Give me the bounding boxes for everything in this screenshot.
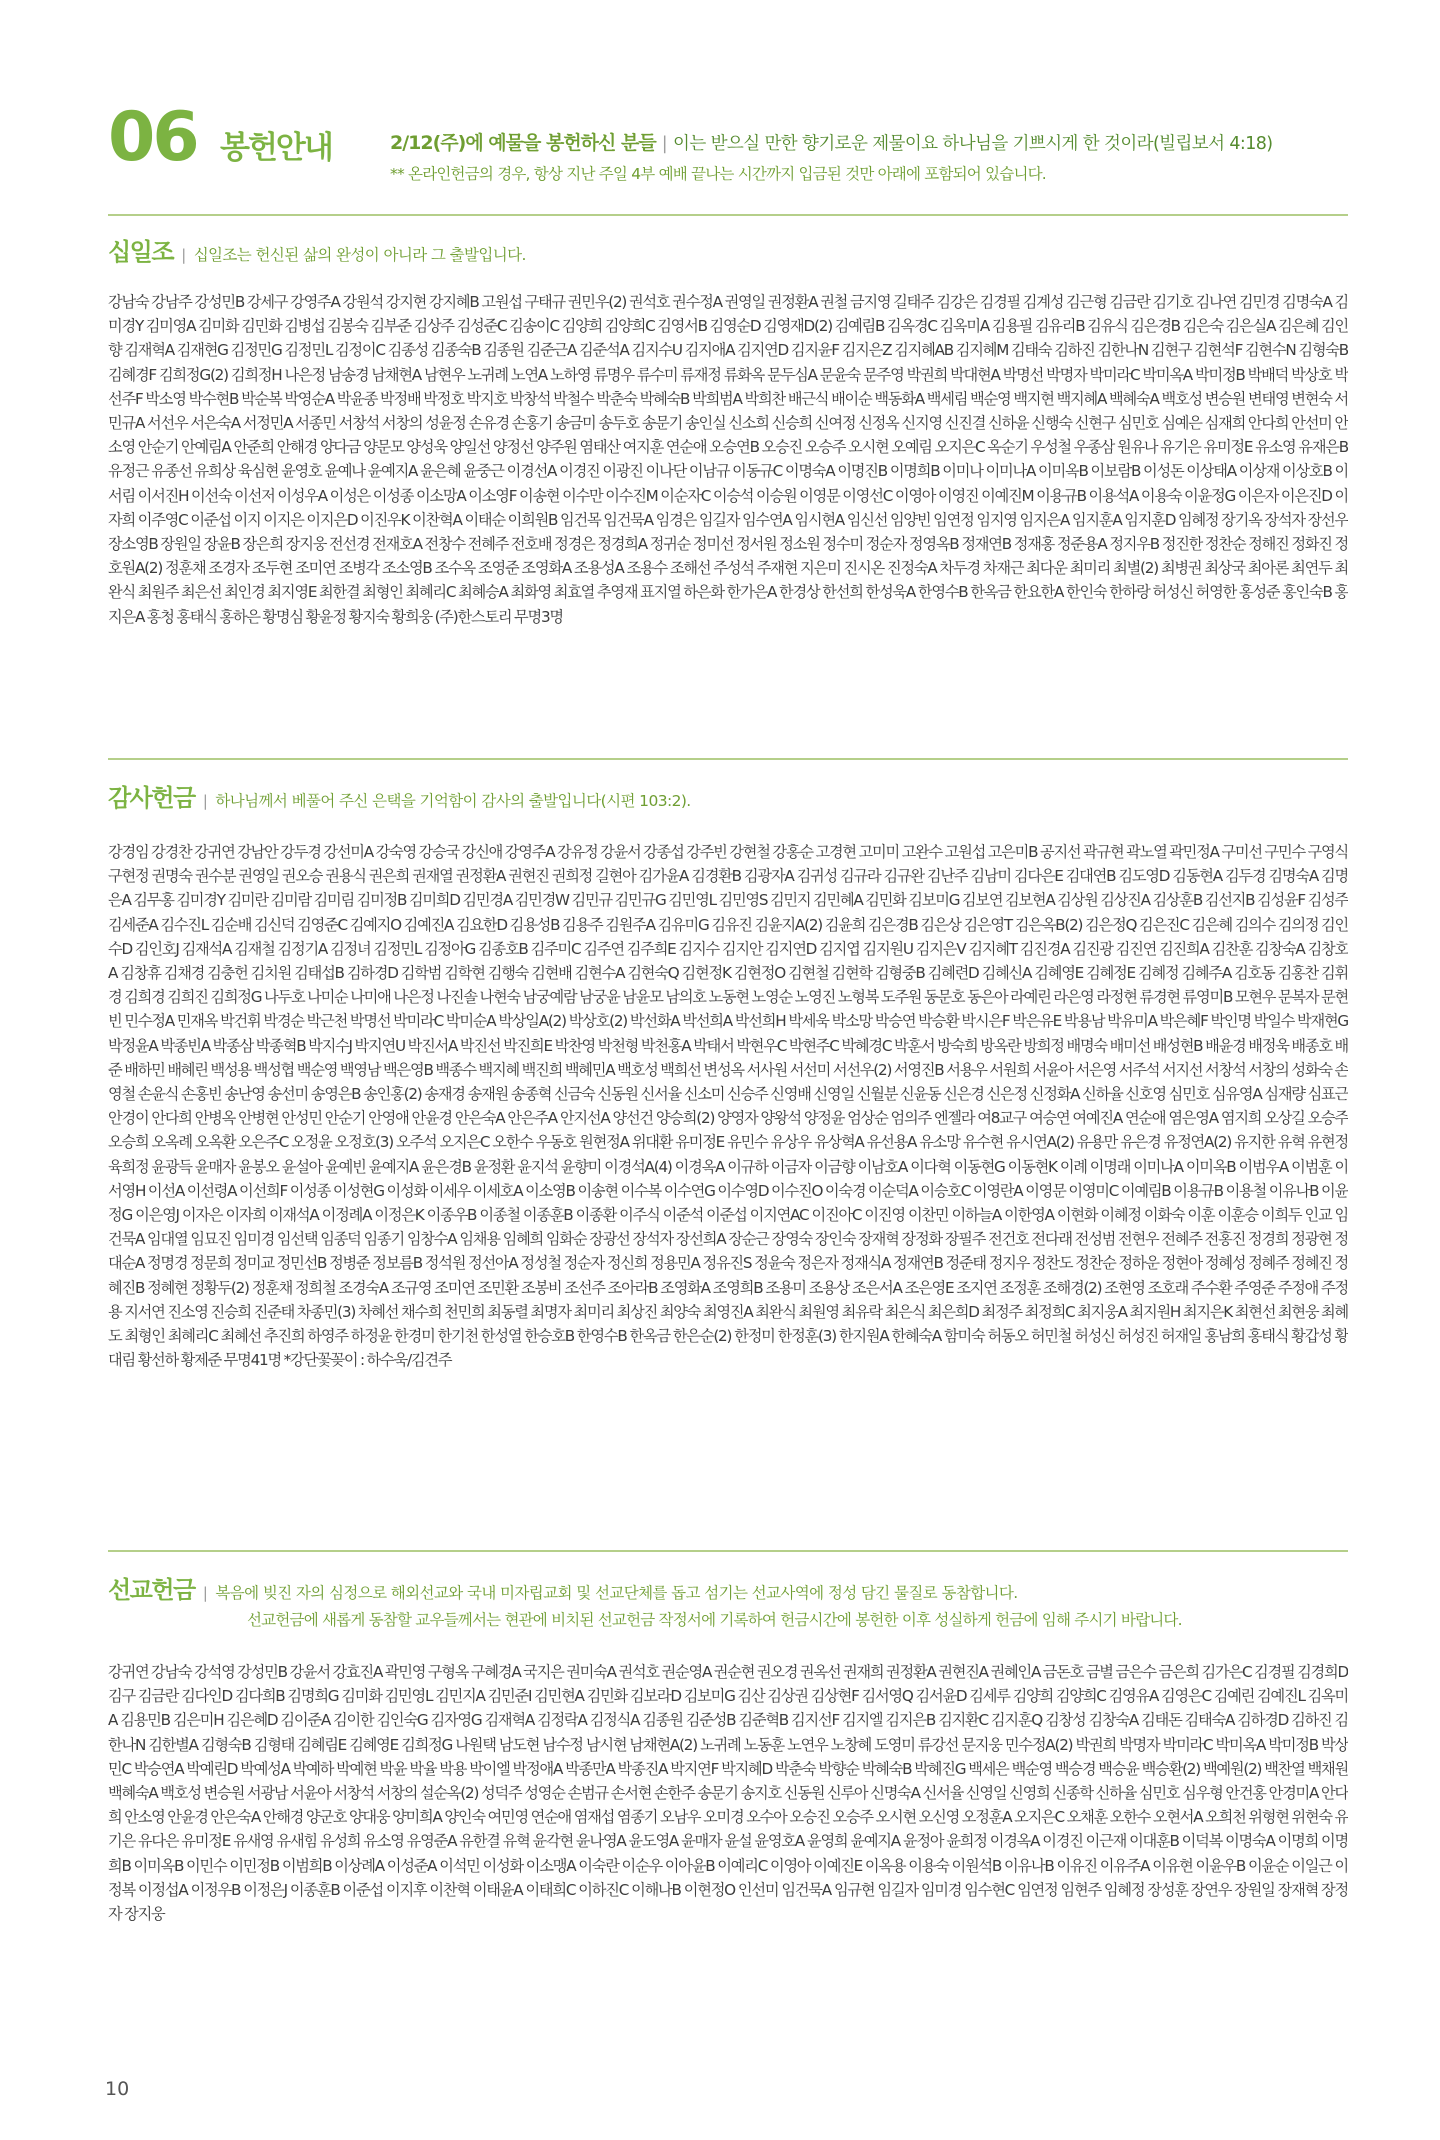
section-number: 06 bbox=[108, 98, 197, 177]
tithe-subtitle-wrap: | 십일조는 헌신된 삶의 완성이 아니라 그 출발입니다. bbox=[181, 246, 526, 264]
tithe-title: 십일조 bbox=[108, 238, 174, 266]
thanks-names: 강경임 강경찬 강귀연 강남안 강두경 강선미A 강숙영 강승국 강신애 강영주A 강유정 강윤서 강종섭 강주빈 강현철 강홍순 고경현 고미미 고완수 고원섭 고은미B 공지선 곽규현 곽노열 곽민정A 구미선 구민수 구영식 구현정 권명숙 권수분 권영일 권오승 권용식 권은희 권재열 권정환A 권현진 권희정 길현아 김가윤A 김경환B 김광자A 김귀성 김규라 김규완 김난주 김남미 김다은E 김대연B 김도영D 김동현A 김두경 김명숙A 김명은A 김무홍 김미경Y 김미란 김미람 김미림 김미정B 김미희D 김민경A 김민경W 김민규 김민규G 김민영L 김민영S 김민지 김민혜A 김민화 김보미G 김보연 김보현A 김상원 김상진A 김상훈B 김선지B 김성윤F 김성주 김세준A 김수진L 김순배 김신덕 김영준C 김예지O 김예진A 김요한D 김용성B 김용주 김원주A 김유미G 김유진 김윤지A(2) 김윤희 김은경B 김은상 김은영T 김은옥B(2) 김은정Q 김은진C 김은혜 김의수 김의정 김인수D 김인호J 김재석A 김재철 김정기A 김정녀 김정민L 김정아G 김종호B 김주미C 김주연 김주희E 김지수 김지안 김지연D 김지엽 김지원U 김지은V 김지혜T 김진경A 김진광 김진연 김진희A 김찬훈 김창숙A 김창호A 김창휴 김채경 김충헌 김치원 김태섭B 김하경D 김학범 김학현 김행숙 김현배 김현수A 김현숙Q 김현정K 김현정O 김현철 김현학 김형중B 김혜련D 김혜신A 김혜영E 김혜정E 김혜정 김혜주A 김호동 김홍찬 김휘경 김희경 김희진 김희정G 나두호 나미순 나미애 나은정 나진솔 나현숙 남궁예람 남궁윤 남윤모 남의호 노동현 노영순 노영진 노형복 도주원 동문호 동은아 라예린 라은영 라정현 류경현 류영미B 모현우 문복자 문현빈 민수정A 민재옥 박건휘 박경순 박근천 박명선 박미라C 박미순A 박상일A(2) 박상호(2) 박선화A 박선희A 박선희H 박세욱 박소망 박승연 박승환 박시은F 박은유E 박용남 박유미A 박은혜F 박인명 박일수 박재현G 박정윤A 박종빈A 박종삼 박종혁B 박지수J 박지연U 박진서A 박진선 박진희E 박찬영 박천형 박천홍A 박태서 박현우C 박현주C 박혜경C 박훈서 방숙희 방옥란 방희정 배명숙 배미선 배성현B 배윤경 배정욱 배종호 배준 배하민 배혜린 백성용 백성협 백순영 백영남 백은영B 백종수 백지혜 백진희 백혜민A 백호성 백희선 변성옥 서사원 서선미 서선우(2) 서영진B 서용우 서원희 서윤아 서은영 서주석 서지선 서창석 서창의 성화숙 손영철 손윤식 손홍빈 송난영 송선미 송영은B 송인홍(2) 송재경 송재원 송종혁 신금숙 신동원 신서율 신소미 신승주 신영배 신영일 신월분 신윤동 신은경 신은정 신정화A 신하율 신호영 심민호 심유영A 심재량 심표근 안경이 안다희 안병옥 안병현 안성민 안순기 안영애 안윤경 안은숙A 안은주A 안지선A 양선건 양승희(2) 양영자 양왕석 양정윤 엄상순 엄의주 엔젤라 여8교구 여승연 여예진A 연순애 염은영A 염지희 오상길 오승주 오승희 오옥례 오옥환 오은주C 오정윤 오정호(3) 오주석 오지은C 오한수 우동호 원현정A 위대환 유미정E 유민수 유상우 유상혁A 유선용A 유소망 유수현 유시연A(2) 유용만 유은경 유정연A(2) 유지한 유혁 유현정 육희정 윤광득 윤매자 윤봉오 윤설아 윤예빈 윤예지A 윤은경B 윤정환 윤지석 윤향미 이경석A(4) 이경옥A 이규하 이금자 이금향 이남호A 이다혁 이동현G 이동현K 이례 이명래 이미나A 이미옥B 이범우A 이범훈 이서영H 이선A 이선령A 이선희F 이성종 이성현G 이성화 이세우 이세호A 이소영B 이송현 이수복 이수연G 이수영D 이수진O 이숙경 이순덕A 이승호C 이영란A 이영문 이영미C 이예림B 이용규B 이용철 이유나B 이윤정G 이은영J 이자은 이자희 이재석A 이정례A 이정은K 이종우B 이종철 이종훈B 이종환 이주식 이준석 이준섭 이지연AC 이진아C 이진영 이찬민 이하늘A 이한영A 이현화 이혜정 이화숙 이훈 이훈승 이희두 인교 임건묵A 임대열 임묘진 임미경 임선택 임종덕 임종기 임창수A 임채용 임혜희 임화순 장광선 장석자 장선희A 장순근 장영숙 장인숙 장재혁 장정화 장필주 전건호 전다래 전성범 전현우 전혜주 전홍진 정경희 정광현 정대순A 정명경 정문희 정미교 정민선B 정병준 정보름B 정석원 정선아A 정성철 정순자 정신희 정용민A 정유진S 정윤숙 정은자 정재식A 정재연B 정준태 정지우 정찬도 정찬순 정하운 정현아 정혜성 정혜주 정혜진 정혜진B 정혜현 정황두(2) 정훈채 정희철 조경숙A 조규영 조미연 조민환 조봉비 조선주 조아라B 조영화A 조영희B 조용미 조용상 조은서A 조은영E 조지연 조정훈 조해경(2) 조현영 조호래 주수환 주영준 주정애 주정용 지서연 진소영 진승희 진준태 차종민(3) 차혜선 채수희 천민희 최동렬 최명자 최미리 최상진 최양숙 최영진A 최완식 최원영 최유락 최은식 최은희D 최정주 최정희C 최지웅A 최지원H 최지은K 최현선 최현웅 최혜도 최형인 최혜리C 최혜선 추진희 하영주 하정윤 한경미 한기천 한성열 한승호B 한영수B 한옥금 한은순(2) 한정미 한정훈(3) 한지원A 한혜숙A 함미숙 허동오 허민철 허성신 허성진 허재일 홍남희 홍태식 황갑성 황대림 황선하 황제준 무명41명 *강단꽃꽂이 : 하수욱/김견주 bbox=[108, 843, 1348, 1370]
online-offering-note: ** 온라인헌금의 경우, 항상 지난 주일 4부 예배 끝나는 시간까지 입금된 것만 아래에 포함되어 있습니다. bbox=[390, 165, 1046, 183]
thanks-title: 감사헌금 bbox=[108, 784, 195, 812]
thanks-subtitle-wrap: | 하나님께서 베풀어 주신 은택을 기억함이 감사의 출발입니다(시편 103:2). bbox=[202, 792, 691, 810]
tithe-heading bbox=[108, 232, 526, 267]
header-main-line bbox=[390, 128, 1273, 155]
header-separator: | bbox=[661, 134, 668, 154]
tithe-subtitle: 십일조는 헌신된 삶의 완성이 아니라 그 출발입니다. bbox=[193, 246, 526, 264]
missions-heading bbox=[108, 1570, 1018, 1605]
thanks-subtitle: 하나님께서 베풀어 주신 은택을 기억함이 감사의 출발입니다(시편 103:2). bbox=[215, 792, 691, 810]
offering-header bbox=[108, 98, 1348, 200]
missions-subtitle-2: 선교헌금에 새롭게 동참할 교우들께서는 현관에 비치된 선교헌금 작정서에 기록하여 헌금시간에 봉헌한 이후 성실하게 헌금에 임해 주시기 바랍니다. bbox=[247, 1611, 1182, 1629]
divider-missions bbox=[108, 1550, 1348, 1552]
section-title: 봉헌안내 bbox=[220, 130, 332, 166]
page-number: 10 bbox=[105, 2078, 130, 2100]
divider-top bbox=[108, 214, 1348, 216]
divider-thanks bbox=[108, 758, 1348, 760]
missions-subtitle: 복음에 빚진 자의 심정으로 해외선교와 국내 미자립교회 및 선교단체를 돕고 섬기는 선교사역에 정성 담긴 물질로 동참합니다. bbox=[215, 1584, 1018, 1602]
missions-names: 강귀연 강남숙 강석영 강성민B 강윤서 강효진A 곽민영 구형옥 구혜경A 국지은 권미숙A 권석호 권순영A 권순현 권오경 권옥선 권재희 권정환A 권현진A 권혜인A 금돈호 금별 금은수 금은희 김가은C 김경필 김경희D 김구 김금란 김다인D 김다희B 김명희G 김미화 김민영L 김민지A 김민준I 김민현A 김민화 김보라D 김보미G 김산 김상권 김상현F 김서영Q 김서윤D 김세루 김양희 김양희C 김영유A 김영은C 김예린 김예진L 김옥미A 김용민B 김은미H 김은혜D 김이준A 김이한 김인숙G 김자영G 김재혁A 김정락A 김정식A 김종원 김준성B 김준혁B 김지선F 김지엘 김지은B 김지환C 김지훈Q 김창성 김창숙A 김태돈 김태숙A 김하경D 김하진 김한나N 김한별A 김형숙B 김형태 김혜림E 김혜영E 김희정G 나원택 남도현 남수정 남시현 남채현A(2) 노귀례 노동훈 노연우 노창혜 도영미 류강선 문지웅 민수정A(2) 박권희 박명자 박미라C 박미옥A 박미정B 박상민C 박승연A 박예린D 박예성A 박예하 박예현 박윤 박율 박용 박이엘 박정애A 박종만A 박종진A 박지연F 박지혜D 박춘숙 박향순 박혜숙B 박혜진G 백세은 백순영 백승경 백승윤 백승환(2) 백예원(2) 백찬열 백채원 백혜숙A 백호성 변승원 서광남 서윤아 서창석 서창의 설순옥(2) 성덕주 성영순 손범규 손서현 손한주 송문기 송지호 신동원 신루아 신명숙A 신서율 신영일 신영희 신종학 신하율 심민호 심우형 안건홍 안경미A 안다희 안소영 안윤경 안은숙A 안해경 양군호 양대웅 양미희A 양인숙 여민영 연순애 염재섭 염종기 오남우 오미경 오수아 오승진 오승주 오시현 오신영 오정훈A 오지은C 오채훈 오한수 오현서A 오희천 위형현 위현숙 유기은 유다은 유미정E 유새영 유새힘 유성희 유소영 유영준A 유한결 유혁 윤각현 윤나영A 윤도영A 윤매자 윤설 윤영호A 윤영희 윤예지A 윤정아 윤희정 이경옥A 이경진 이근재 이대훈B 이덕복 이명숙A 이명희 이명희B 이미옥B 이민수 이민정B 이범희B 이상례A 이성준A 이석민 이성화 이소맹A 이숙란 이순우 이아윤B 이예리C 이영아 이예진E 이옥용 이용숙 이원석B 이유나B 이유진 이유주A 이유현 이윤우B 이윤순 이일근 이정복 이정섭A 이정우B 이정은J 이종훈B 이준섭 이지후 이찬혁 이태윤A 이태희C 이하진C 이해나B 이현정O 인선미 임건묵A 임규현 임길자 임미경 임수현C 임연정 임현주 임혜정 장성훈 장연우 장원일 장재혁 장정자 장지웅 bbox=[108, 1663, 1348, 1924]
header-scripture: 이는 받으실 만한 향기로운 제물이요 하나님을 기쁘시게 한 것이라(빌립보서 4:18) bbox=[673, 134, 1273, 154]
header-date-line: 2/12(주)에 예물을 봉헌하신 분들 bbox=[390, 132, 656, 154]
thanks-heading bbox=[108, 778, 691, 813]
tithe-names: 강남숙 강남주 강성민B 강세구 강영주A 강원석 강지현 강지혜B 고원섭 구태규 권민우(2) 권석호 권수정A 권영일 권정환A 권철 금지영 길태주 김강은 김경필 김계성 김근형 김금란 김기호 김나연 김민경 김명숙A 김미경Y 김미영A 김미화 김민화 김병섭 김봉숙 김부준 김상주 김성준C 김송이C 김양희 김양희C 김영서B 김영순D 김영재D(2) 김예림B 김옥경C 김옥미A 김용필 김유리B 김유식 김은경B 김은숙 김은실A 김은혜 김인향 김재혁A 김재현G 김정민G 김정민L 김정이C 김종성 김종숙B 김종원 김준근A 김준석A 김지수U 김지애A 김지연D 김지윤F 김지은Z 김지혜AB 김지혜M 김태숙 김하진 김한나N 김현구 김현석F 김현수N 김형숙B 김혜경F 김희정G(2) 김희정H 나은정 남송경 남채현A 남현우 노귀례 노연A 노하영 류명우 류수미 류재정 류화옥 문두심A 문윤숙 문주영 박권희 박대현A 박명선 박명자 박미라C 박미옥A 박미정B 박배덕 박상호 박선주F 박소영 박수현B 박순복 박영순A 박윤종 박정배 박정호 박지호 박창석 박철수 박춘숙 박혜숙B 박희범A 박희찬 배근식 배이순 백동화A 백세림 백순영 백지현 백지혜A 백혜숙A 백호성 변승원 변태영 변현숙 서민규A 서선우 서은숙A 서정민A 서종민 서창석 서창의 성윤정 손유경 손홍기 송금미 송두호 송문기 송인실 신소희 신승희 신여정 신정옥 신지영 신진결 신하윤 신행숙 신현구 심민호 심예은 심재희 안다희 안선미 안소영 안순기 안예림A 안준희 안해경 양다금 양문모 양성욱 양일선 양정선 양주원 염태산 여지훈 연순애 오승연B 오승진 오승주 오시현 오예림 오지은C 옥순기 우성철 우종삼 원유나 유기은 유미정E 유소영 유재은B 유정근 유종선 유희상 육심현 윤영호 윤예나 윤예지A 윤은혜 윤중근 이경선A 이경진 이광진 이나단 이남규 이동규C 이명숙A 이명진B 이명희B 이미나 이미나A 이미옥B 이보람B 이성돈 이상태A 이상재 이상호B 이서림 이서진H 이선숙 이선저 이성우A 이성은 이성종 이소망A 이소영F 이송현 이수만 이수진M 이순자C 이승석 이승원 이영문 이영선C 이영아 이영진 이예진M 이용규B 이용석A 이용숙 이윤정G 이은자 이은진D 이자희 이주영C 이준섭 이지 이지은 이지은D 이진우K 이찬혁A 이태순 이희원B 임건목 임건묵A 임경은 임길자 임수연A 임시현A 임신선 임양빈 임연정 임지영 임지은A 임지훈A 임지훈D 임혜정 장기옥 장석자 장선우 장소영B 장원일 장윤B 장은희 장지웅 전선경 전재호A 전창수 전혜주 전호배 정경은 정경희A 정귀순 정미선 정서원 정소원 정수미 정순자 정영옥B 정재연B 정재홍 정준용A 정지우B 정진한 정찬순 정해진 정화진 정호원A(2) 정훈채 조경자 조두현 조미연 조병각 조소영B 조수옥 조영준 조영화A 조용성A 조용수 조해선 주성석 주재현 지은미 진시온 진정숙A 차두경 차재근 최다운 최미리 최별(2) 최병권 최상국 최아론 최연두 최완식 최원주 최은선 최인경 최지영E 최한결 최형인 최혜리C 최혜승A 최화영 최효열 추영재 표지열 하은화 한가은A 한경상 한선희 한성욱A 한영수B 한옥금 한요한A 한인숙 한하랑 허성신 허영한 홍성준 홍인숙B 홍지은A 홍청 홍태식 홍하은 황명심 황윤정 황지숙 황희웅 (주)한스토리 무명3명 bbox=[108, 293, 1348, 626]
missions-subtitle-wrap: | 복음에 빚진 자의 심정으로 해외선교와 국내 미자립교회 및 선교단체를 돕고 섬기는 선교사역에 정성 담긴 물질로 동참합니다. bbox=[202, 1584, 1018, 1602]
missions-title: 선교헌금 bbox=[108, 1576, 195, 1604]
